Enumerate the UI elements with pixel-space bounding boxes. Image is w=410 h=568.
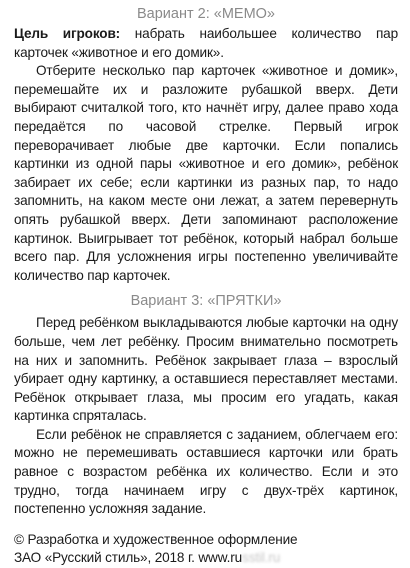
variant-2-rules: Отберите несколько пар карточек «животное и домик», перемешайте их и разложите рубашкой вверх. Дети выбирают считалкой того, кто начнёт игру, далее право хода передаётся по часовой стрелке. Первый игрок переворачивает любые две карточки. Если попались картинки из одной пары «животное и его домик», ребёнок забирает их себе; если картинки из разных пар, то надо запомнить, на каком месте они лежат, а затем перевернуть опять рубашкой вверх. Дети запоминают расположение картинок. Выигрывает тот ребёнок, который набрал больше всего пар. Для усложнения игры постепенно увеличивайте количество пар карточек. [14,63,398,283]
copyright-footer [14,531,398,568]
goal-label: Цель игроков: [14,26,121,41]
variant-2-section [14,4,398,285]
website-faded-text: sstil.ru [242,550,281,566]
variant-2-heading: Вариант 2: «МЕМО» [137,6,275,22]
copyright-line: © Разработка и художественное оформление [14,531,298,547]
variant-3-simplification: Если ребёнок не справляется с заданием, облегчаем его: можно не перемешивать оставшиеся карточки или брать равное с возрастом ребёнка их количество. Если и это трудно, тогда начинаем игру с двух-трёх картинок, постепенно усложняя задание. [14,426,398,517]
publisher-text: ЗАО «Русский стиль», 2018 г. www.ru [14,550,243,566]
variant-3-heading: Вариант 3: «ПРЯТКИ» [130,293,282,310]
variant-2-goal [14,25,398,62]
variant-3-section [14,291,398,519]
publisher-line [14,549,398,568]
goal-text: набрать наибольшее количество пар карточек «животное и его домик». [14,26,398,60]
variant-3-rules: Перед ребёнком выкладываются любые карточки на одну больше, чем лет ребёнку. Просим внимательно посмотреть на них и запомнить. Ребёнок закрывает глаза – взрослый убирает одну картинку, а оставшиеся переставляет местами. Ребёнок открывает глаза, мы просим его угадать, какая картинка спряталась. [14,315,398,424]
